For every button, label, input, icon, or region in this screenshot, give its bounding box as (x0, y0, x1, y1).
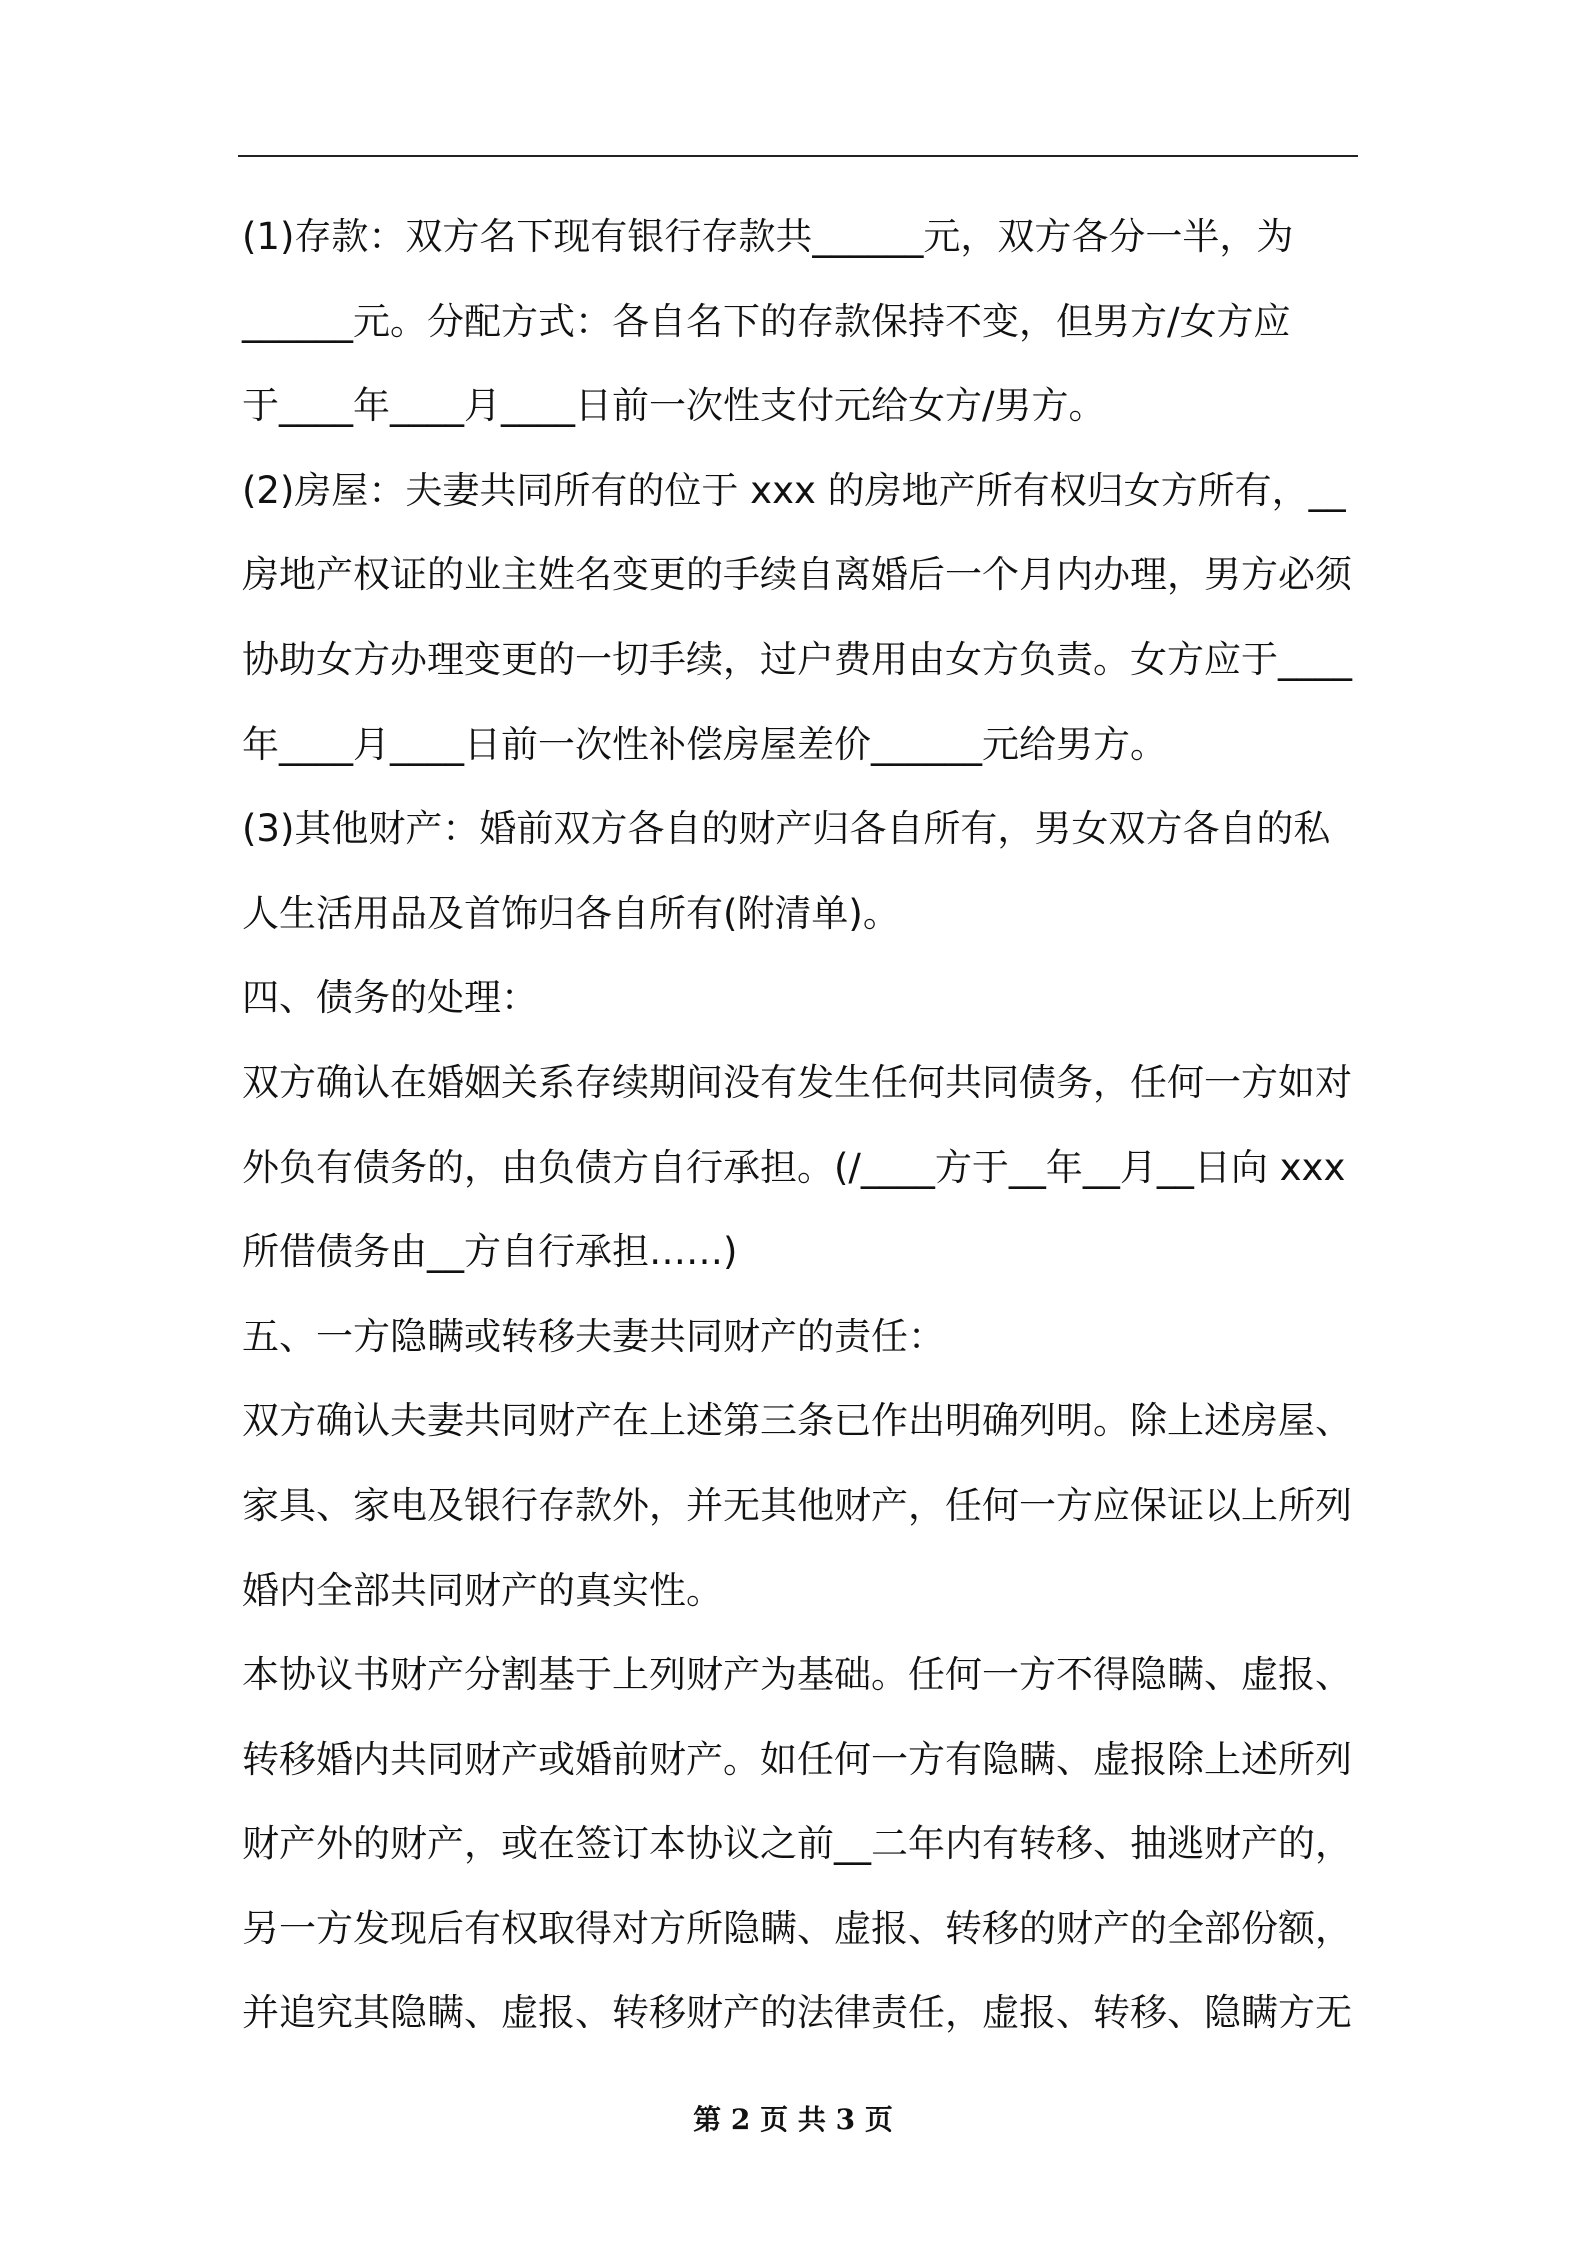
text-line: 协助女方办理变更的一切手续，过户费用由女方负责。女方应于____ (242, 637, 1352, 681)
text-line: (2)房屋：夫妻共同所有的位于 xxx 的房地产所有权归女方所有，__ (242, 468, 1346, 512)
text-line: 转移婚内共同财产或婚前财产。如任何一方有隐瞒、虚报除上述所列 (242, 1737, 1352, 1781)
text-line: 人生活用品及首饰归各自所有(附清单)。 (242, 891, 900, 935)
text-line: 房地产权证的业主姓名变更的手续自离婚后一个月内办理，男方必须 (242, 553, 1352, 597)
text-line: 婚内全部共同财产的真实性。 (242, 1568, 723, 1612)
text-line: 双方确认夫妻共同财产在上述第三条已作出明确列明。除上述房屋、 (242, 1399, 1352, 1443)
page-footer: 第 2 页 共 3 页 (693, 2103, 893, 2136)
text-line: 双方确认在婚姻关系存续期间没有发生任何共同债务，任何一方如对 (242, 1060, 1352, 1104)
text-line: 年____月____日前一次性补偿房屋差价______元给男方。 (242, 722, 1167, 766)
text-line: 并追究其隐瞒、虚报、转移财产的法律责任，虚报、转移、隐瞒方无 (242, 1991, 1352, 2035)
text-line: 外负有债务的，由负债方自行承担。(/____方于__年__月__日向 xxx (242, 1145, 1346, 1189)
text-line: (1)存款：双方名下现有银行存款共______元，双方各分一半，为 (242, 215, 1294, 258)
text-line: ______元。分配方式：各自名下的存款保持不变，但男方/女方应 (242, 299, 1291, 343)
text-line: 于____年____月____日前一次性支付元给女方/男方。 (242, 384, 1106, 428)
section-heading: 五、一方隐瞒或转移夫妻共同财产的责任： (242, 1314, 945, 1358)
text-line: (3)其他财产：婚前双方各自的财产归各自所有，男女双方各自的私 (242, 807, 1331, 851)
text-line: 另一方发现后有权取得对方所隐瞒、虚报、转移的财产的全部份额， (242, 1906, 1352, 1950)
text-line: 所借债务由__方自行承担……) (242, 1230, 738, 1274)
document-body (242, 195, 1354, 2056)
text-line: 财产外的财产，或在签订本协议之前__二年内有转移、抽逃财产的， (242, 1822, 1352, 1866)
text-line: 家具、家电及银行存款外，并无其他财产，任何一方应保证以上所列 (242, 1483, 1352, 1527)
header-rule (238, 155, 1358, 157)
section-heading: 四、债务的处理： (242, 976, 538, 1020)
text-line: 本协议书财产分割基于上列财产为基础。任何一方不得隐瞒、虚报、 (242, 1653, 1352, 1697)
